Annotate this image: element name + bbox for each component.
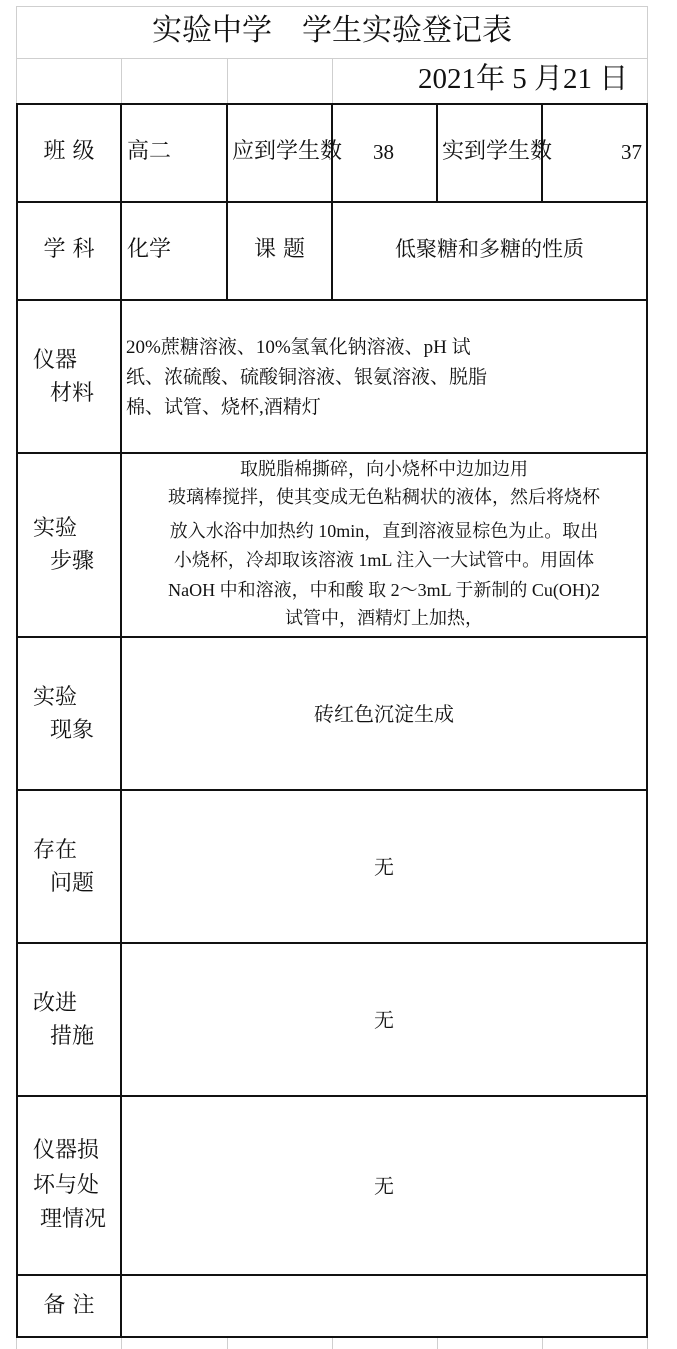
table-border xyxy=(16,299,648,301)
form-date: 2021年 5 月21 日 xyxy=(418,63,629,95)
remarks-label: 备 注 xyxy=(43,1293,95,1318)
subject-value: 化学 xyxy=(127,237,172,262)
grid-line xyxy=(647,1338,648,1349)
class-label: 班 级 xyxy=(43,139,95,164)
problems-label-line: 问题 xyxy=(50,871,95,896)
steps-line: 试管中，酒精灯上加热， xyxy=(285,608,483,628)
table-border xyxy=(16,1095,648,1097)
topic-label: 课 题 xyxy=(254,237,305,262)
actual-students-value: 37 xyxy=(621,140,642,164)
materials-line: 纸、浓硫酸、硫酸铜溶液、银氨溶液、脱脂 xyxy=(126,367,488,388)
problems-value: 无 xyxy=(374,855,394,879)
steps-label-line: 实验 xyxy=(33,516,78,541)
table-border xyxy=(646,103,648,1338)
steps-label-line: 步骤 xyxy=(50,549,95,574)
form-title: 实验中学 学生实验登记表 xyxy=(152,13,512,48)
damage-label-line: 坏与处 xyxy=(33,1173,100,1198)
subject-label: 学 科 xyxy=(43,237,95,262)
problems-label-line: 存在 xyxy=(33,838,78,863)
damage-label-line: 仪器损 xyxy=(33,1138,100,1163)
expected-students-value: 38 xyxy=(373,140,394,164)
damage-label-line: 理情况 xyxy=(40,1207,107,1232)
materials-label-line: 仪器 xyxy=(33,348,78,373)
table-border xyxy=(16,636,648,638)
grid-line xyxy=(16,1338,17,1349)
damage-value: 无 xyxy=(374,1174,394,1198)
phenomenon-label-line: 实验 xyxy=(33,685,78,710)
expected-students-label: 应到学生数 xyxy=(232,139,343,164)
grid-line xyxy=(332,58,333,104)
steps-line: NaOH 中和溶液，中和酸 取 2～3mL 于新制的 Cu(OH)2 xyxy=(168,580,600,600)
table-border xyxy=(16,103,18,1338)
grid-line xyxy=(227,1338,228,1349)
grid-line xyxy=(227,58,228,104)
actual-students-label: 实到学生数 xyxy=(442,139,553,164)
table-border xyxy=(16,452,648,454)
grid-line xyxy=(542,1338,543,1349)
grid-line xyxy=(121,58,122,104)
materials-line: 20%蔗糖溶液、10%氢氧化钠溶液、pH 试 xyxy=(126,337,471,358)
materials-label-line: 材料 xyxy=(50,381,95,406)
improvement-label-line: 措施 xyxy=(50,1024,95,1049)
materials-line: 棉、试管、烧杯,酒精灯 xyxy=(126,397,321,418)
grid-line xyxy=(121,1338,122,1349)
phenomenon-label-line: 现象 xyxy=(50,718,95,743)
table-border xyxy=(436,103,438,201)
class-value: 高二 xyxy=(127,139,172,164)
table-border xyxy=(16,942,648,944)
steps-line: 放入水浴中加热约 10min，直到溶液显棕色为止。取出 xyxy=(169,521,599,541)
improvement-label-line: 改进 xyxy=(33,991,78,1016)
improvement-value: 无 xyxy=(374,1008,394,1032)
steps-line: 小烧杯，冷却取该溶液 1mL 注入一大试管中。用固体 xyxy=(173,550,595,570)
table-border xyxy=(226,103,228,201)
topic-value: 低聚糖和多糖的性质 xyxy=(395,237,584,261)
grid-line xyxy=(332,1338,333,1349)
phenomenon-value: 砖红色沉淀生成 xyxy=(314,702,454,726)
grid-line xyxy=(437,1338,438,1349)
table-border xyxy=(16,1274,648,1276)
grid-line xyxy=(16,6,648,7)
steps-line: 玻璃棒搅拌，使其变成无色粘稠状的液体，然后将烧杯 xyxy=(168,487,600,507)
steps-line: 取脱脂棉撕碎，向小烧杯中边加边用 xyxy=(240,459,528,479)
table-border xyxy=(16,1336,648,1338)
table-border xyxy=(16,789,648,791)
